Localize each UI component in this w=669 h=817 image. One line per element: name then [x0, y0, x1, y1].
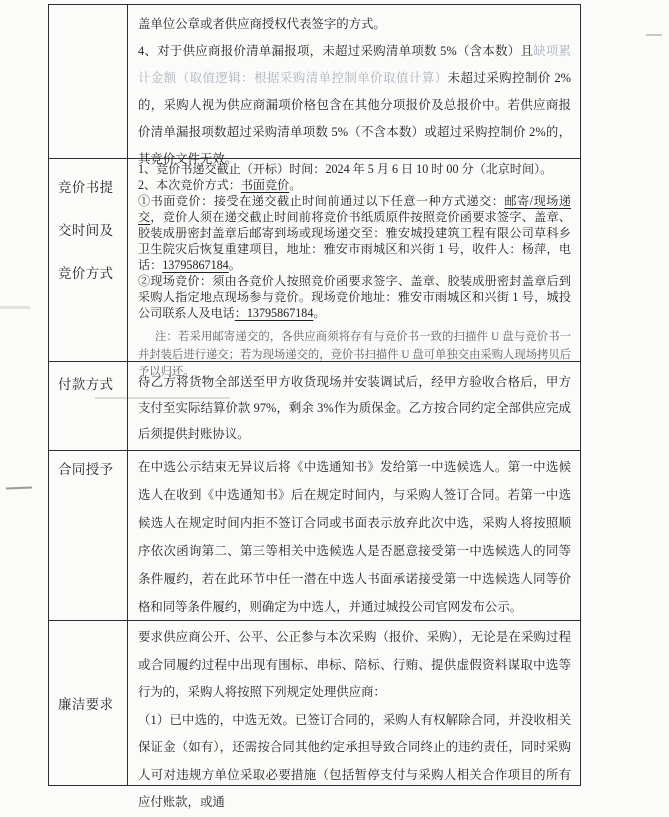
faded-revision-text: 缺项累计金额（取值逻辑：根据采购清单控制单价取值计算）: [138, 44, 572, 85]
paragraph: 待乙方将货物全部送至甲方收货现场并安装调试后，经甲方验收合格后，甲方支付至实际结算价款 97%，剩余 3%作为质保金。乙方按合同约定全部供应完成后须提供封账协议。: [138, 375, 571, 442]
paragraph: [138, 194, 571, 274]
submission-content: [128, 159, 580, 378]
row-label-payment: [49, 362, 128, 450]
paragraph: [138, 11, 571, 38]
row-label-award: [49, 451, 128, 620]
delivery-method-underlined: 邮寄/现场递交: [138, 194, 571, 225]
text-segment: 4、对于供应商报价清单漏报项，未超过采购清单项数 5%（含本数）且: [138, 44, 534, 58]
paragraph: [138, 274, 571, 322]
scan-artifact-dash: [6, 487, 32, 490]
bidding-method-underlined: 书面竞价: [240, 178, 290, 193]
integrity-content: [128, 621, 580, 810]
paragraph: 要求供应商公开、公平、公正参与本次采购（报价、采购），无论是在采购过程或合同履约过程中出现有围标、串标、陪标、行贿、提供虚假资料谋取中选等行为的，采购人将按照下列规定处理供应商：: [138, 630, 571, 700]
text-segment: 2、本次竞价方式：: [138, 178, 241, 193]
scan-artifact-dash: [646, 34, 662, 36]
paragraph: [138, 162, 571, 178]
table-row-payment: [49, 362, 580, 451]
row-label-submission: [49, 159, 128, 361]
text-segment: 未超过采购控制价 2%的，采购人视为供应商漏项价格包含在其他分项报价及总报价中。若供应商报价清单漏报项数超过采购清单项数 5%（不含本数）或超过采购控制价 2%的，其竞价文件无效。: [138, 71, 571, 166]
row-label-text: 廉洁要求: [58, 696, 114, 712]
text-segment: 。: [313, 305, 326, 320]
submission-note: 注：若采用邮寄递交的，各供应商须将存有与竞价书一致的扫描件 U 盘与竞价书一并封装后进行递交；若为现场递交的，竞价书扫描件 U 盘可单独交由采购人现场拷贝后予以归还。: [138, 331, 571, 378]
deadline-text: 1、竞价书递交截止（开标）时间：2024 年 5 月 6 日 10 时 00 分（北京时间）。: [138, 162, 553, 177]
table-row-award: [49, 451, 580, 621]
table-row-submission: [49, 159, 580, 378]
text-segment: 盖单位公章或者供应商授权代表签字的方式。: [138, 17, 386, 31]
paragraph: 在中选公示结束无异议后将《中选通知书》发给第一中选候选人。第一中选候选人在收到《中选通知书》后在规定时间内，与采购人签订合同。若第一中选候选人在规定时间内拒不签订合同或书面表示放弃此次中选，采购人将按照顺序依次函询第二、第三等相关中选候选人是否愿意接受第一中选候选人的同等条件履约，若在此环节中任一潜在中选人书面承诺接受第一中选候选人同等价格和同等条件履约，则确定为中选人，并通过城投公司官网发布公示。: [138, 460, 571, 615]
award-content: [128, 451, 580, 620]
paragraph: [138, 178, 571, 194]
paragraph: （1）已中选的，中选无效。已签订合同的，采购人有权解除合同，并没收相关保证金（如有），还需按合同其他约定承担导致合同终止的违约责任，同时采购人可对违规方单位采取必要措施（包括暂停支付与采购人相关合作项目的所有应付账款，或通: [138, 712, 571, 810]
row-label-text: 竞价书提交时间及竞价方式: [58, 180, 114, 282]
table-row-integrity: [49, 621, 580, 810]
text-segment: 。: [228, 257, 241, 272]
text-segment: ②现场竞价：须由各竞价人按照竞价函要求签字、盖章、胶装成册密封盖章后到采购人指定地点现场参与竞价。现场竞价地址：雅安市雨城区和兴街 1 号，城投公司联系人及电话: [138, 273, 571, 320]
text-segment: ①书面竞价：接受在递交截止时间前通过以下任意一种方式递交：: [138, 194, 505, 209]
payment-content: [128, 362, 580, 450]
paragraph: [138, 38, 571, 173]
row-label-empty: [49, 5, 128, 158]
phone-number: 13795867184: [162, 257, 229, 272]
row-label-text: 付款方式: [58, 377, 114, 393]
row-label-integrity: [49, 621, 128, 785]
text-segment: ，竞价人须在递交截止时间前将竞价书纸质原件按照竞价函要求签字、盖章、胶装成册密封盖章后邮寄到场或现场递交至：雅安城投建筑工程有限公司草科乡卫生院灾后恢复重建项目，地址：雅安市雨城区和兴街 1 号，收件人：杨萍，电话：: [138, 210, 571, 272]
phone-number: ：13795867184: [234, 305, 314, 320]
continuation-content: [128, 5, 580, 166]
text-segment: 。: [289, 178, 302, 193]
row-label-text: 合同授予: [58, 462, 114, 478]
scan-artifact-smudge: [0, 306, 30, 309]
bidding-terms-table: [48, 4, 581, 810]
table-row-continuation: [49, 5, 580, 166]
